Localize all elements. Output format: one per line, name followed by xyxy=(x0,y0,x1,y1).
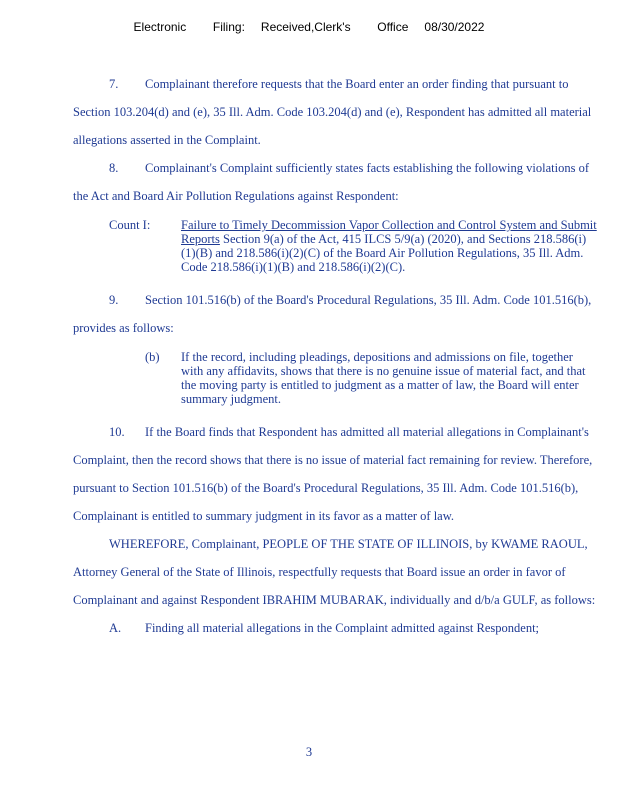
paragraph-8 xyxy=(73,154,597,210)
block-quote-b xyxy=(145,350,597,406)
count-label: Count I: xyxy=(109,218,151,232)
paragraph-text: If the Board finds that Respondent has admitted all material allegations in Complainant's Complaint, then the record shows that there is no issue of material fact remaining for review. Therefore, pursuant to Section 101.516(b) of the Board's Procedural Regulations, 35 Ill. Adm. Code 101.516(b), Complainant is entitled to summary judgment in its favor as a matter of law. xyxy=(73,425,593,523)
filing-label-filing: Filing: xyxy=(212,20,245,34)
filing-date: 08/30/2022 xyxy=(424,20,485,34)
wherefore-text: WHEREFORE, Complainant, PEOPLE OF THE STATE OF ILLINOIS, by KWAME RAOUL, Attorney General of the State of Illinois, respectfully requests that Board issue an order in favor of Complainant and against Respondent IBRAHIM MUBARAK, individually and d/b/a GULF, as follows: xyxy=(73,537,596,607)
filing-stamp xyxy=(0,20,618,34)
paragraph-number: 7. xyxy=(109,77,119,91)
paragraph-text: Section 101.516(b) of the Board's Procedural Regulations, 35 Ill. Adm. Code 101.516(b), provides as follows: xyxy=(73,293,592,335)
count-title: Failure to Timely Decommission Vapor Collection and Control System and Submit Reports xyxy=(181,218,597,246)
relief-item-text: Finding all material allegations in the Complaint admitted against Respondent; xyxy=(145,621,540,635)
relief-item-a xyxy=(73,614,597,642)
filing-label-received: Received,Clerk's xyxy=(260,20,351,34)
count-body xyxy=(181,218,597,274)
quote-text: If the record, including pleadings, depositions and admissions on file, together with any affidavits, shows that there is no genuine issue of material fact, and that the moving party is entitled to judgment as a matter of law, the Board will enter summary judgment. xyxy=(181,350,586,406)
paragraph-number: 10. xyxy=(109,425,125,439)
page-number: 3 xyxy=(305,745,313,759)
relief-item-label: A. xyxy=(109,621,122,635)
paragraph-9 xyxy=(73,286,597,342)
filing-label-electronic: Electronic xyxy=(133,20,187,34)
paragraph-text: Complainant's Complaint sufficiently states facts establishing the following violations of the Act and Board Air Pollution Regulations against Respondent: xyxy=(73,161,589,203)
paragraph-7 xyxy=(73,70,597,154)
count-text: Section 9(a) of the Act, 415 ILCS 5/9(a) (2020), and Sections 218.586(i)(1)(B) and 218.586(i)(2)(C) of the Board Air Pollution Regulations, 35 Ill. Adm. Code 218.586(i)(1)(B) and 218.586(i)(2)(C). xyxy=(181,232,587,274)
wherefore-paragraph xyxy=(73,530,597,614)
count-one xyxy=(109,218,597,274)
paragraph-number: 9. xyxy=(109,293,119,307)
filing-label-office: Office xyxy=(377,20,409,34)
paragraph-text: Complainant therefore requests that the Board enter an order finding that pursuant to Section 103.204(d) and (e), 35 Ill. Adm. Code 103.204(d) and (e), Respondent has admitted all material allegations asserted in the Complaint. xyxy=(73,77,592,147)
paragraph-number: 8. xyxy=(109,161,119,175)
paragraph-10 xyxy=(73,418,597,530)
quote-label: (b) xyxy=(145,350,160,364)
document-body xyxy=(73,70,597,642)
